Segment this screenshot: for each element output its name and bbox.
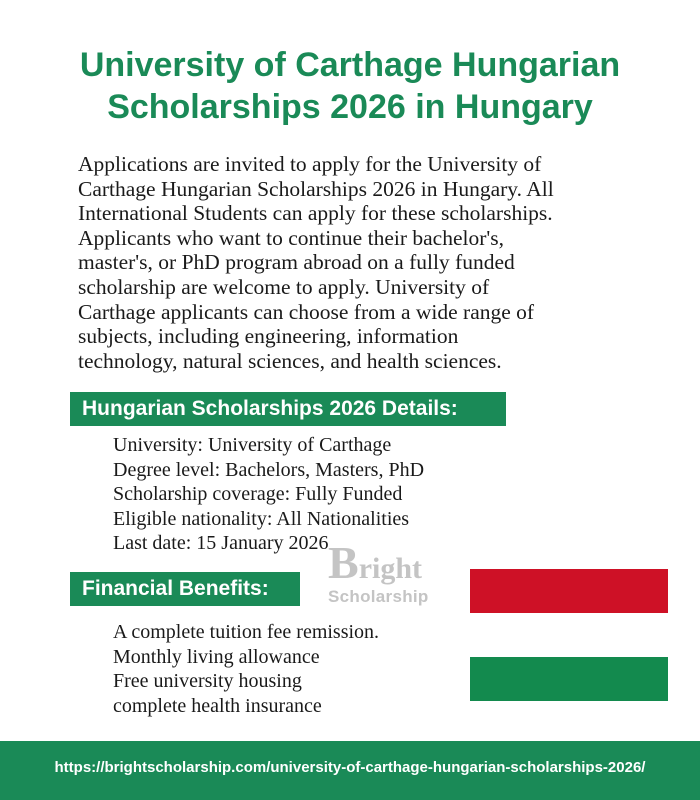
benefit-item-tuition: A complete tuition fee remission. (113, 621, 380, 643)
details-item-degree-level: Degree level: Bachelors, Masters, PhD (113, 458, 425, 481)
intro-line: master's, or PhD program abroad on a fully funded (78, 250, 515, 275)
watermark-subtitle: Scholarship (328, 587, 429, 606)
details-item-coverage: Scholarship coverage: Fully Funded (113, 483, 403, 505)
benefit-item-insurance: complete health insurance (113, 694, 322, 717)
bright-scholarship-watermark (328, 537, 448, 606)
intro-line: Applications are invited to apply for the University of (78, 152, 542, 176)
title-line-2: Scholarships 2026 in Hungary (107, 88, 593, 126)
flag-stripe-red (470, 569, 668, 613)
details-heading: Hungarian Scholarships 2026 Details: (70, 392, 506, 426)
watermark-wordmark: Bright (328, 537, 423, 588)
intro-line: Carthage Hungarian Scholarships 2026 in Hungary. All (78, 176, 554, 201)
benefit-item-housing: Free university housing (113, 670, 302, 692)
intro-line: International Students can apply for these scholarships. (78, 201, 553, 226)
footer-bar (0, 741, 700, 800)
intro-paragraph (78, 152, 638, 373)
intro-line: Carthage applicants can choose from a wide range of (78, 299, 535, 324)
page-title (0, 44, 700, 128)
benefit-item-allowance: Monthly living allowance (113, 645, 320, 668)
benefits-list (113, 620, 379, 718)
footer-url-link[interactable]: https://brightscholarship.com/university-of-carthage-hungarian-scholarships-2026/ (54, 759, 646, 776)
details-list (113, 433, 424, 556)
intro-line: Applicants who want to continue their bachelor's, (78, 225, 505, 250)
flag-stripe-green (470, 657, 668, 701)
intro-line: technology, natural sciences, and health sciences. (78, 348, 502, 373)
intro-line: scholarship are welcome to apply. University of (78, 274, 490, 299)
details-item-university: University: University of Carthage (113, 434, 392, 456)
details-item-last-date: Last date: 15 January 2026 (113, 532, 329, 554)
title-line-1: University of Carthage Hungarian (79, 46, 621, 84)
details-item-nationality: Eligible nationality: All Nationalities (113, 507, 410, 530)
intro-line: subjects, including engineering, information (78, 324, 459, 349)
financial-benefits-heading: Financial Benefits: (70, 572, 300, 606)
